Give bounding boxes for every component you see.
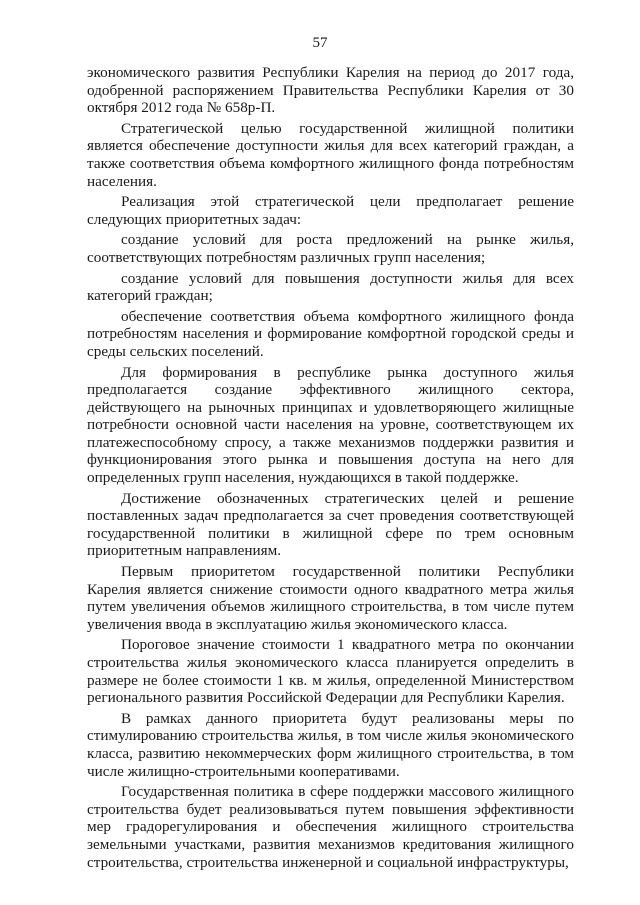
paragraph: В рамках данного приоритета будут реализованы меры по стимулированию строительства жилья, в том числе жилья экономического класса, развитию некоммерческих форм жилищного строительства, в том числе жилищно-строительными кооперативами.: [87, 709, 574, 780]
paragraph: Пороговое значение стоимости 1 квадратного метра по окончании строительства жилья экономического класса планируется определить в размере не более стоимости 1 кв. м жилья, определенной Министерством регионального развития Российской Федерации для Республики Карелия.: [87, 636, 574, 707]
paragraph: экономического развития Республики Карелия на период до 2017 года, одобренной распоряжением Правительства Республики Карелия от 30 октября 2012 года № 658р-П.: [87, 64, 574, 117]
paragraph: Достижение обозначенных стратегических целей и решение поставленных задач предполагается за счет проведения соответствующей государственной политики в жилищной сфере по трем основным приоритетным направлениям.: [87, 489, 574, 560]
paragraph: Первым приоритетом государственной политики Республики Карелия является снижение стоимости одного квадратного метра жилья путем увеличения объемов жилищного строительства, в том числе путем увеличения ввода в эксплуатацию жилья экономического класса.: [87, 563, 574, 633]
page-number: 57: [312, 35, 328, 51]
paragraph: создание условий для роста предложений на рынке жилья, соответствующих потребностям различных групп населения;: [87, 231, 574, 266]
paragraph: обеспечение соответствия объема комфортного жилищного фонда потребностям населения и формирование комфортной городской среды и среды сельских поселений.: [87, 307, 574, 360]
paragraph: Реализация этой стратегической цели предполагает решение следующих приоритетных задач:: [87, 193, 574, 228]
paragraph: Для формирования в республике рынка доступного жилья предполагается создание эффективного жилищного сектора, действующего на рыночных принципах и удовлетворяющего жилищные потребности основной части населения на уровне, соответствующем их платежеспособному спросу, а также механизмов поддержки развития и функционирования этого рынка и повышения доступа на него для определенных групп населения, нуждающихся в такой поддержке.: [87, 363, 574, 487]
paragraph: Государственная политика в сфере поддержки массового жилищного строительства будет реализовываться путем повышения эффективности мер градорегулирования и обеспечения жилищного строительства земельными участками, развития механизмов кредитования жилищного строительства, строительства инженерной и социальной инфраструктуры,: [87, 783, 574, 871]
paragraph: создание условий для повышения доступности жилья для всех категорий граждан;: [87, 269, 574, 305]
paragraph: Стратегической целью государственной жилищной политики является обеспечение доступности жилья для всех категорий граждан, а также соответствия объема комфортного жилищного фонда потребностям населения.: [87, 119, 574, 190]
document-body: [87, 64, 574, 874]
